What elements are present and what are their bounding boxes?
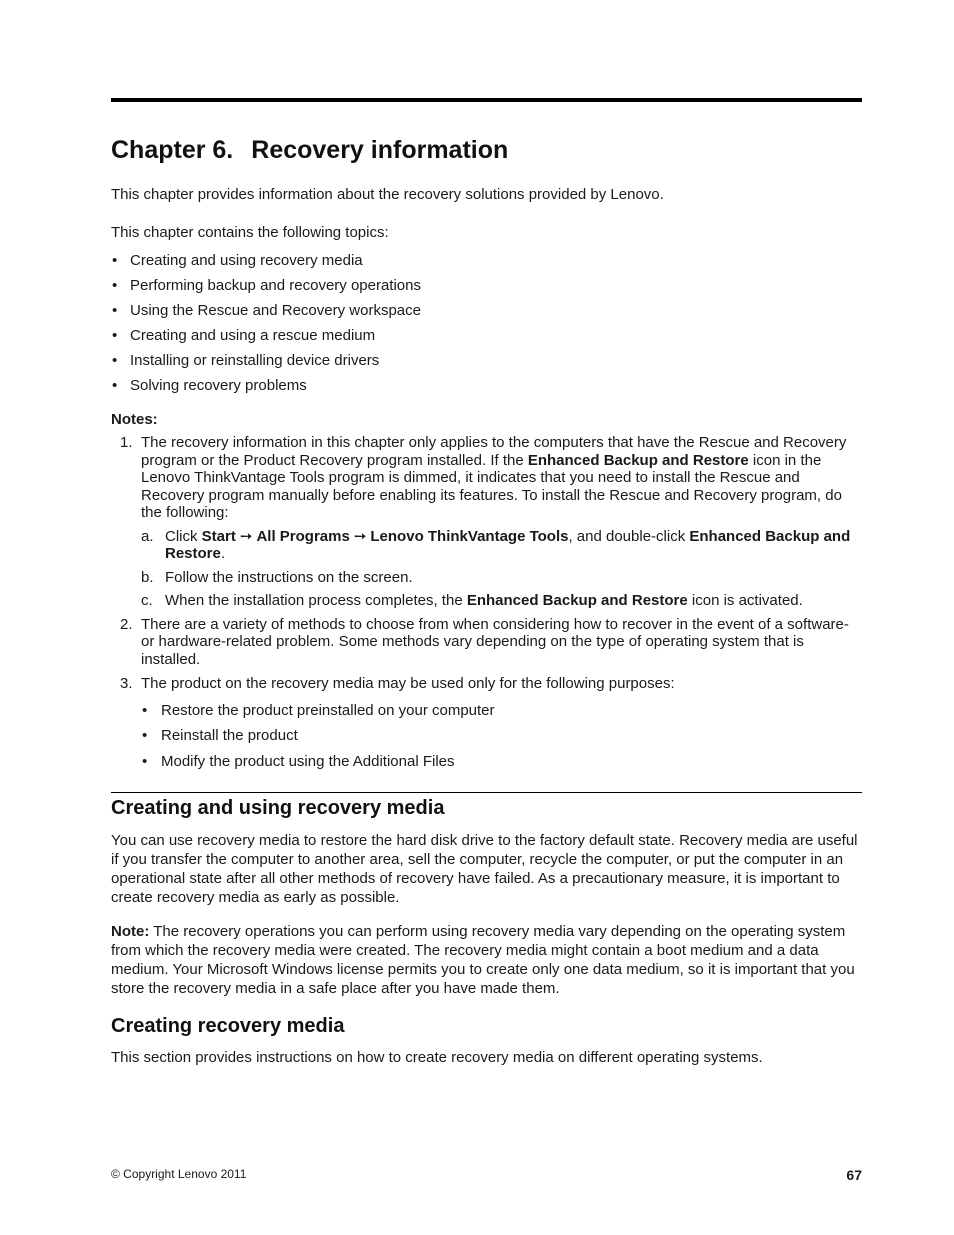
page-number: 67	[846, 1167, 862, 1183]
arrow-right-icon: ➙	[353, 527, 367, 545]
list-item: • Solving recovery problems	[111, 377, 862, 402]
chapter-heading	[111, 135, 508, 165]
substep-text: , and double-click	[568, 527, 690, 545]
note-item-3	[111, 675, 862, 778]
note-marker: 2.	[120, 615, 133, 633]
list-item: • Performing backup and recovery operations	[111, 277, 862, 302]
note-text: There are a variety of methods to choose from when considering how to recover in the event of a software- or hardware-related problem. Some methods vary depending on the type of operating system that is installed.	[141, 615, 849, 668]
substep-a	[141, 528, 862, 563]
substep-text: icon is activated.	[687, 592, 803, 609]
list-item: • Using the Rescue and Recovery workspace	[111, 302, 862, 327]
substep-marker: b.	[141, 568, 154, 586]
copyright-notice: © Copyright Lenovo 2011	[111, 1167, 247, 1181]
list-item: • Creating and using recovery media	[111, 252, 862, 277]
topics-intro: This chapter contains the following topics:	[111, 224, 389, 241]
chapter-top-rule	[111, 98, 862, 102]
note-label: Note:	[111, 923, 150, 940]
all-programs-label: All Programs	[256, 527, 350, 545]
note-text: The recovery operations you can perform using recovery media vary depending on the operating system from which the recovery media were created. The recovery media might contain a boot medium and a data medium. Your Microsoft Windows license permits you to create only one data medium, so it is important that you store the recovery media in a safe place after you have made them.	[111, 923, 855, 997]
substep-text: Click	[165, 527, 202, 545]
note-substeps	[141, 528, 862, 610]
note-text: icon in the Lenovo ThinkVantage Tools program is dimmed, it indicates that you need to install the Rescue and Recovery program manually before enabling its features. To install the Rescue and Recovery program, do the following:	[141, 451, 842, 521]
section-paragraph: You can use recovery media to restore the hard disk drive to the factory default state. Recovery media are useful if you transfer the computer to another area, sell the computer, recycle the computer, or put the computer in an operational state after all other methods of recovery have failed. As a precautionary measure, it is important to create recovery media as early as possible.	[111, 832, 858, 906]
arrow-right-icon: ➙	[239, 527, 253, 545]
note-paragraph	[111, 922, 862, 998]
chapter-title: Recovery information	[251, 136, 509, 164]
notes-list	[111, 434, 862, 778]
list-item: • Creating and using a rescue medium	[111, 327, 862, 352]
list-item: • Installing or reinstalling device drivers	[111, 352, 862, 377]
substep-marker: c.	[141, 592, 153, 609]
note-marker: 1.	[120, 434, 133, 451]
list-item: • Restore the product preinstalled on your computer	[141, 702, 862, 728]
note-marker: 3.	[120, 675, 133, 692]
substep-text: When the installation process completes, the	[165, 592, 467, 609]
section-heading: Creating and using recovery media	[111, 797, 445, 819]
chapter-number: Chapter 6.	[111, 136, 234, 164]
purposes-list	[141, 702, 862, 779]
topics-list	[111, 252, 862, 402]
note-text: The product on the recovery media may be used only for the following purposes:	[141, 675, 675, 692]
notes-label: Notes:	[111, 411, 158, 428]
subsection-paragraph: This section provides instructions on how to create recovery media on different operating systems.	[111, 1049, 763, 1066]
list-item: • Modify the product using the Additional Files	[141, 753, 862, 779]
start-menu-label: Start	[201, 527, 236, 545]
note-bold: Enhanced Backup and Restore	[527, 451, 749, 469]
substep-b	[141, 569, 862, 587]
substep-text: Follow the instructions on the screen.	[165, 568, 413, 586]
ebr-label: Enhanced Backup and Restore	[165, 527, 851, 562]
substep-marker: a.	[141, 527, 154, 545]
substep-c	[141, 592, 862, 610]
tools-label: Lenovo ThinkVantage Tools	[370, 527, 569, 545]
ebr-label: Enhanced Backup and Restore	[466, 592, 688, 609]
subsection-heading: Creating recovery media	[111, 1015, 345, 1037]
note-text: The recovery information in this chapter only applies to the computers that have the Rescue and Recovery program or the Product Recovery program installed. If the	[141, 434, 847, 469]
intro-paragraph: This chapter provides information about the recovery solutions provided by Lenovo.	[111, 186, 664, 203]
substep-text: .	[220, 545, 226, 562]
note-item-1	[111, 434, 862, 610]
document-page	[111, 0, 862, 1235]
list-item: • Reinstall the product	[141, 727, 862, 753]
note-item-2	[111, 616, 862, 669]
section-rule	[111, 792, 862, 793]
